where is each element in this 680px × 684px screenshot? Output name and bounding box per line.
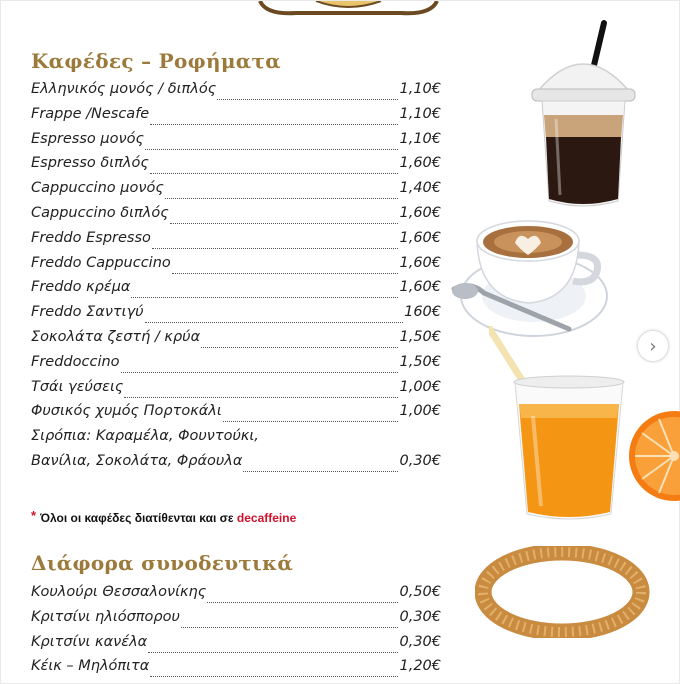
coffee-menu-list bbox=[31, 81, 441, 478]
item-name: Cappuccino μονός bbox=[31, 180, 164, 197]
orange-juice-cup-image bbox=[489, 326, 629, 526]
dot-leader bbox=[145, 312, 404, 323]
menu-item bbox=[31, 584, 441, 609]
item-price: 1,50€ bbox=[399, 353, 441, 370]
decaf-highlight: decaffeine bbox=[236, 511, 297, 525]
top-ornament bbox=[256, 1, 441, 17]
item-name: Κριτσίνι ηλιόσπορου bbox=[31, 608, 180, 625]
item-name: Freddo κρέμα bbox=[31, 279, 131, 296]
item-name: Freddo Σαντιγύ bbox=[31, 304, 144, 321]
orange-slices-image bbox=[619, 401, 680, 516]
item-price: 1,00€ bbox=[399, 403, 441, 420]
item-name: Espresso διπλός bbox=[31, 155, 149, 172]
item-name: Σοκολάτα ζεστή / κρύα bbox=[31, 328, 201, 345]
item-name: Frappe /Nescafe bbox=[31, 105, 150, 122]
dot-leader bbox=[150, 114, 398, 125]
dot-leader bbox=[223, 411, 399, 422]
menu-item bbox=[31, 329, 441, 354]
menu-item bbox=[31, 634, 441, 659]
item-price: 1,20€ bbox=[399, 658, 441, 675]
item-price: 1,10€ bbox=[399, 81, 441, 97]
item-price: 1,60€ bbox=[399, 254, 441, 271]
menu-item bbox=[31, 106, 441, 131]
iced-coffee-cup-image bbox=[526, 19, 641, 211]
menu-item bbox=[31, 304, 441, 329]
item-price: 160€ bbox=[404, 304, 441, 321]
dot-leader bbox=[150, 666, 398, 677]
item-name: Ελληνικός μονός / διπλός bbox=[31, 81, 217, 97]
menu-item bbox=[31, 354, 441, 379]
menu-item bbox=[31, 453, 441, 478]
coffee-section-title: Καφέδες – Ροφήματα bbox=[31, 49, 281, 73]
menu-item bbox=[31, 658, 441, 683]
item-price: 1,10€ bbox=[399, 130, 441, 147]
menu-item bbox=[31, 609, 441, 634]
item-price: 1,60€ bbox=[399, 155, 441, 172]
dot-leader bbox=[243, 461, 398, 472]
item-price: 0,50€ bbox=[399, 584, 441, 600]
item-name: Φυσικός χυμός Πορτοκάλι bbox=[31, 403, 222, 420]
item-price: 1,40€ bbox=[399, 180, 441, 197]
dot-leader bbox=[201, 337, 398, 348]
extras-section-title: Διάφορα συνοδευτικά bbox=[31, 551, 294, 575]
item-price: 0,30€ bbox=[399, 452, 441, 469]
item-name: Freddo Espresso bbox=[31, 229, 151, 246]
item-name: Κέικ – Μηλόπιτα bbox=[31, 658, 150, 675]
dot-leader bbox=[207, 592, 398, 603]
dot-leader bbox=[124, 386, 398, 397]
cappuccino-cup-image bbox=[449, 211, 609, 341]
chevron-right-icon: › bbox=[649, 335, 657, 357]
dot-leader bbox=[131, 287, 398, 298]
item-name: Cappuccino διπλός bbox=[31, 204, 169, 221]
dot-leader bbox=[145, 138, 399, 149]
koulouri-bread-ring-image bbox=[475, 546, 650, 638]
menu-item bbox=[31, 255, 441, 280]
menu-item bbox=[31, 155, 441, 180]
item-price: 1,10€ bbox=[399, 105, 441, 122]
item-price: 1,60€ bbox=[399, 279, 441, 296]
dot-leader bbox=[217, 89, 398, 100]
dot-leader bbox=[172, 262, 399, 273]
menu-item bbox=[31, 379, 441, 404]
item-price: 1,00€ bbox=[399, 378, 441, 395]
item-price: 1,60€ bbox=[399, 229, 441, 246]
item-name: Τσάι γεύσεις bbox=[31, 378, 124, 395]
menu-item bbox=[31, 205, 441, 230]
menu-item bbox=[31, 81, 441, 106]
dot-leader bbox=[181, 617, 399, 628]
dot-leader bbox=[150, 163, 399, 174]
menu-item bbox=[31, 180, 441, 205]
item-name: Κουλούρι Θεσσαλονίκης bbox=[31, 584, 207, 600]
menu-item bbox=[31, 279, 441, 304]
item-name: Βανίλια, Σοκολάτα, Φράουλα bbox=[31, 452, 243, 469]
dot-leader bbox=[121, 362, 399, 373]
menu-item bbox=[31, 230, 441, 255]
syrups-line: Σιρόπια: Καραμέλα, Φουντούκι, bbox=[31, 428, 259, 445]
extras-menu-list bbox=[31, 584, 441, 683]
item-name: Espresso μονός bbox=[31, 130, 144, 147]
dot-leader bbox=[170, 213, 399, 224]
dot-leader bbox=[165, 188, 399, 199]
item-name: Κριτσίνι κανέλα bbox=[31, 633, 148, 650]
item-name: Freddoccino bbox=[31, 353, 120, 370]
decaf-note bbox=[31, 508, 296, 525]
item-name: Freddo Cappuccino bbox=[31, 254, 171, 271]
dot-leader bbox=[148, 641, 398, 652]
item-price: 1,60€ bbox=[399, 204, 441, 221]
menu-item bbox=[31, 403, 441, 428]
next-arrow-button[interactable] bbox=[638, 331, 668, 361]
dot-leader bbox=[152, 238, 399, 249]
note-text: Όλοι οι καφέδες διατίθενται και σε bbox=[40, 511, 234, 525]
asterisk-icon: * bbox=[31, 508, 37, 523]
item-price: 1,50€ bbox=[399, 328, 441, 345]
menu-item bbox=[31, 131, 441, 156]
item-price: 0,30€ bbox=[399, 633, 441, 650]
item-price: 0,30€ bbox=[399, 608, 441, 625]
